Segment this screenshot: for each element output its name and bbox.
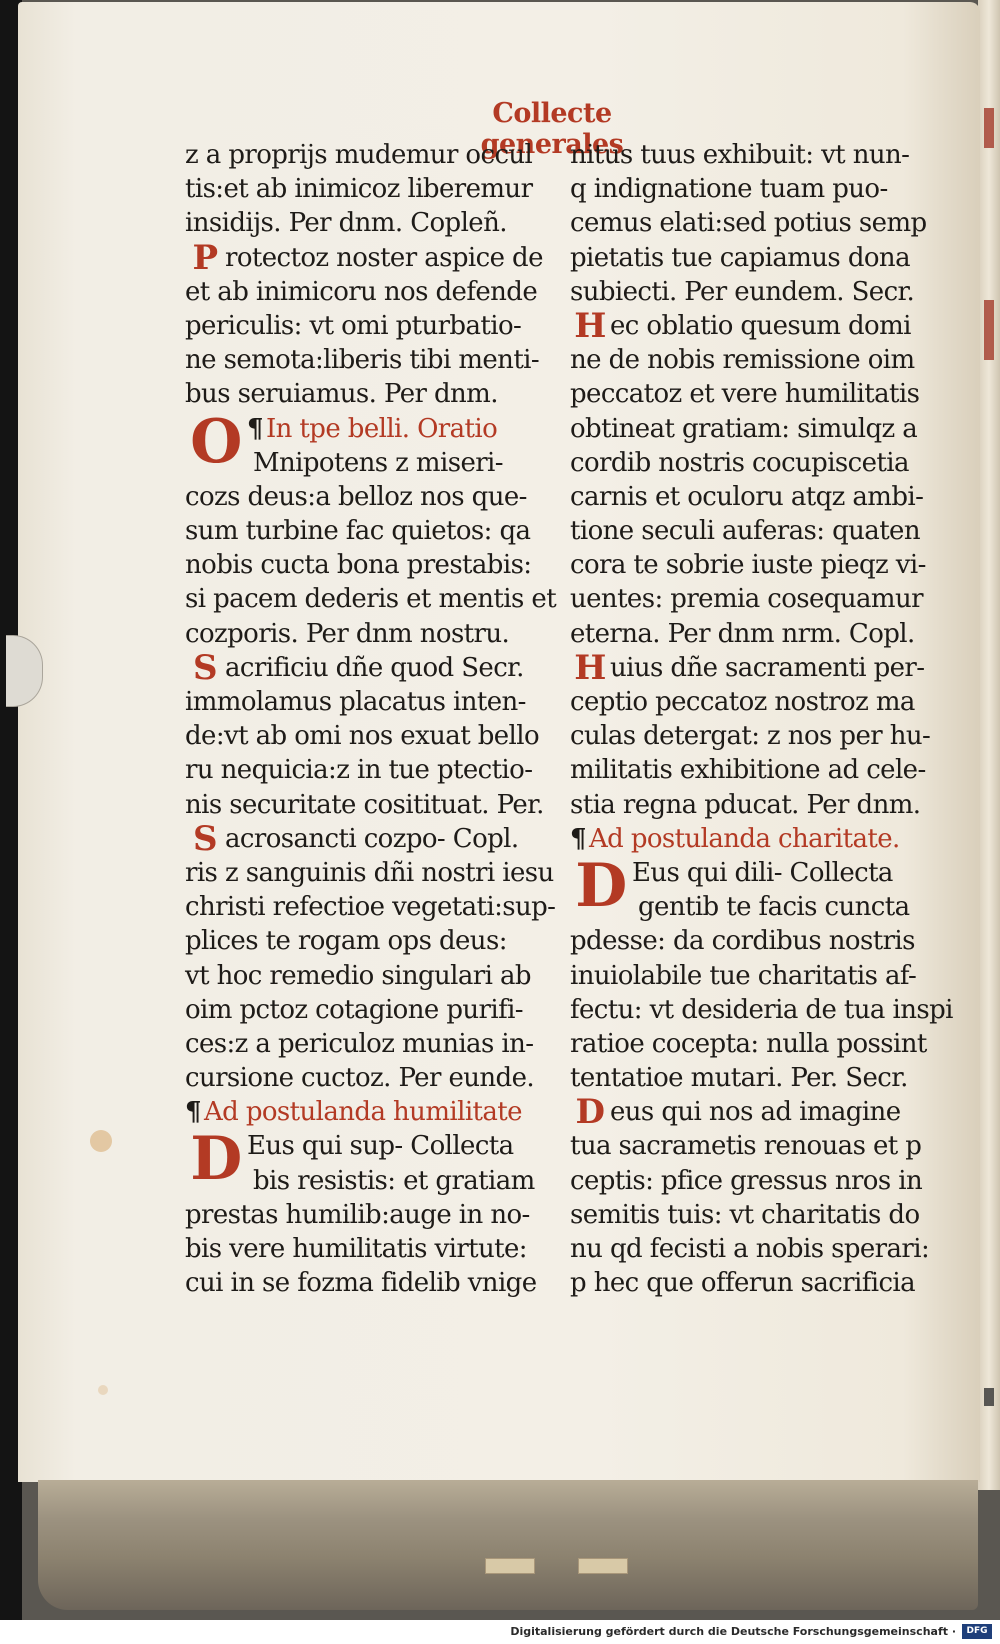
- text-line-initial: H ec oblatio quesum domi: [570, 309, 930, 343]
- initial-o: O: [190, 406, 242, 477]
- text-line: bis resistis: et gratiam: [253, 1165, 535, 1196]
- text-line: q indignatione tuam puo-: [570, 174, 888, 205]
- text-line: eterna. Per dnm nrm. Copl.: [570, 618, 915, 649]
- text-line: sum turbine fac quietos: qa: [185, 516, 531, 547]
- text-line: militatis exhibitione ad cele-: [570, 755, 926, 786]
- text-line: cora te sobrie iuste pieqz vi-: [570, 550, 926, 581]
- text-line: plices te rogam ops deus:: [185, 926, 507, 957]
- text-line: carnis et oculoru atqz ambi-: [570, 481, 924, 512]
- text-line: nitus tuus exhibuit: vt nun-: [570, 140, 910, 170]
- dfg-logo: DFG: [962, 1624, 992, 1639]
- text-line: bis vere humilitatis virtute:: [185, 1234, 527, 1264]
- text-line-initial: P rotectoz noster aspice de: [185, 241, 545, 275]
- text-line: tua sacrametis renouas et p: [570, 1131, 922, 1162]
- text-line: tis:et ab inimicoz liberemur: [185, 174, 533, 205]
- text-line: pdesse: da cordibus nostris: [570, 926, 915, 957]
- rubric-heading: O ¶ In tpe belli. Oratio: [185, 412, 545, 446]
- text-line-initial: D Eus qui dili- Collecta: [570, 856, 930, 890]
- text-line: z a proprijs mudemur occul: [185, 140, 533, 170]
- red-mark-edge: [984, 108, 994, 148]
- text-line: prestas humilib:auge in no-: [185, 1199, 530, 1230]
- text-line: stia regna pducat. Per dnm.: [570, 789, 921, 820]
- text-line: nis securitate cositituat. Per.: [185, 789, 544, 820]
- text-line: gentib te facis cuncta: [638, 892, 910, 923]
- rubric-heading: ¶ Ad postulanda humilitate: [185, 1097, 522, 1128]
- initial-d: D: [575, 1092, 605, 1133]
- text-line: tentatioe mutari. Per. Secr.: [570, 1063, 908, 1094]
- text-line: nu qd fecisti a nobis sperari:: [570, 1234, 930, 1264]
- text-line: periculis: vt omi pturbatio-: [185, 310, 522, 341]
- pilcrow-icon: ¶: [247, 413, 263, 444]
- text-line: cozporis. Per dnm nostru.: [185, 618, 510, 649]
- text-line: bus seruiamus. Per dnm.: [185, 379, 498, 410]
- text-line: inuiolabile tue charitatis af-: [570, 960, 917, 991]
- paper-stain: [98, 1385, 108, 1395]
- text-line: obtineat gratiam: simulqz a: [570, 413, 918, 444]
- text-line: immolamus placatus inten-: [185, 687, 526, 717]
- text-line: oim pctoz cotagione purifi-: [185, 994, 523, 1025]
- book-edge-tab: [485, 1558, 535, 1574]
- dark-mark-edge: [984, 1388, 994, 1406]
- book-edge-tab: [578, 1558, 628, 1574]
- text-line: si pacem dederis et mentis et: [185, 584, 557, 615]
- text-line-initial: H uius dñe sacramenti per-: [570, 651, 930, 685]
- initial-d: D: [575, 850, 627, 921]
- text-line: peccatoz et vere humilitatis: [570, 379, 920, 410]
- text-line: ceptio peccatoz nostroz ma: [570, 687, 915, 717]
- initial-p: P: [192, 237, 218, 278]
- text-line: fectu: vt desideria de tua inspi: [570, 994, 953, 1025]
- initial-s: S: [193, 647, 217, 688]
- text-line: cozs deus:a belloz nos que-: [185, 481, 527, 512]
- red-mark-edge: [984, 300, 994, 360]
- text-line: ru nequicia:z in tue ptectio-: [185, 755, 533, 786]
- footer-credit: Digitalisierung gefördert durch die Deutsche Forschungsgemeinschaft ·: [510, 1625, 956, 1638]
- right-column: [570, 138, 953, 1300]
- text-line: cursione cuctoz. Per eunde.: [185, 1063, 535, 1094]
- rubric-heading: ¶ Ad postulanda charitate.: [570, 823, 900, 854]
- text-line-initial: S acrificiu dñe quod Secr.: [185, 651, 545, 685]
- running-head: Collecte generales: [480, 98, 624, 160]
- text-line: uentes: premia cosequamur: [570, 584, 923, 615]
- text-line: ne de nobis remissione oim: [570, 345, 915, 376]
- text-line: vt hoc remedio singulari ab: [185, 960, 531, 991]
- text-line: et ab inimicoru nos defende: [185, 276, 538, 307]
- text-line: cemus elati:sed potius semp: [570, 208, 927, 239]
- text-line: nobis cucta bona prestabis:: [185, 550, 532, 581]
- text-line-initial: D eus qui nos ad imagine: [570, 1095, 930, 1129]
- text-line: semitis tuis: vt charitatis do: [570, 1199, 920, 1230]
- text-line: ces:z a periculoz munias in-: [185, 1028, 534, 1059]
- book-page-block: [38, 1480, 978, 1610]
- footer-bar: [0, 1620, 1000, 1644]
- text-line: ris z sanguinis dñi nostri iesu: [185, 857, 554, 888]
- text-line: tione seculi auferas: quaten: [570, 516, 920, 547]
- pilcrow-icon: ¶: [185, 1097, 201, 1128]
- text-line-initial: D Eus qui sup- Collecta: [185, 1129, 545, 1163]
- text-line: christi refectioe vegetati:sup-: [185, 892, 556, 923]
- text-line: pietatis tue capiamus dona: [570, 242, 910, 273]
- initial-s: S: [193, 818, 217, 859]
- text-line: ceptis: pfice gressus nros in: [570, 1165, 923, 1196]
- text-line: de:vt ab omi nos exuat bello: [185, 721, 540, 752]
- text-line: insidijs. Per dnm. Copleñ.: [185, 208, 507, 239]
- text-line: Mnipotens z miseri-: [253, 447, 503, 478]
- initial-h: H: [574, 305, 606, 346]
- text-line: ne semota:liberis tibi menti-: [185, 345, 540, 376]
- initial-h: H: [574, 647, 606, 688]
- next-page-edge: [978, 0, 1000, 1490]
- text-line: ratioe cocepta: nulla possint: [570, 1028, 927, 1059]
- pilcrow-icon: ¶: [570, 823, 586, 854]
- text-line: subiecti. Per eundem. Secr.: [570, 276, 915, 307]
- text-line: cui in se fozma fidelib vnige: [185, 1268, 537, 1299]
- initial-d: D: [190, 1124, 242, 1195]
- text-line-initial: S acrosancti cozpo- Copl.: [185, 822, 545, 856]
- left-column: [185, 138, 557, 1300]
- paper-stain: [90, 1130, 112, 1152]
- text-line: culas detergat: z nos per hu-: [570, 721, 931, 752]
- text-line: cordib nostris cocupiscetia: [570, 447, 909, 478]
- text-line: p hec que offerun sacrificia: [570, 1268, 916, 1299]
